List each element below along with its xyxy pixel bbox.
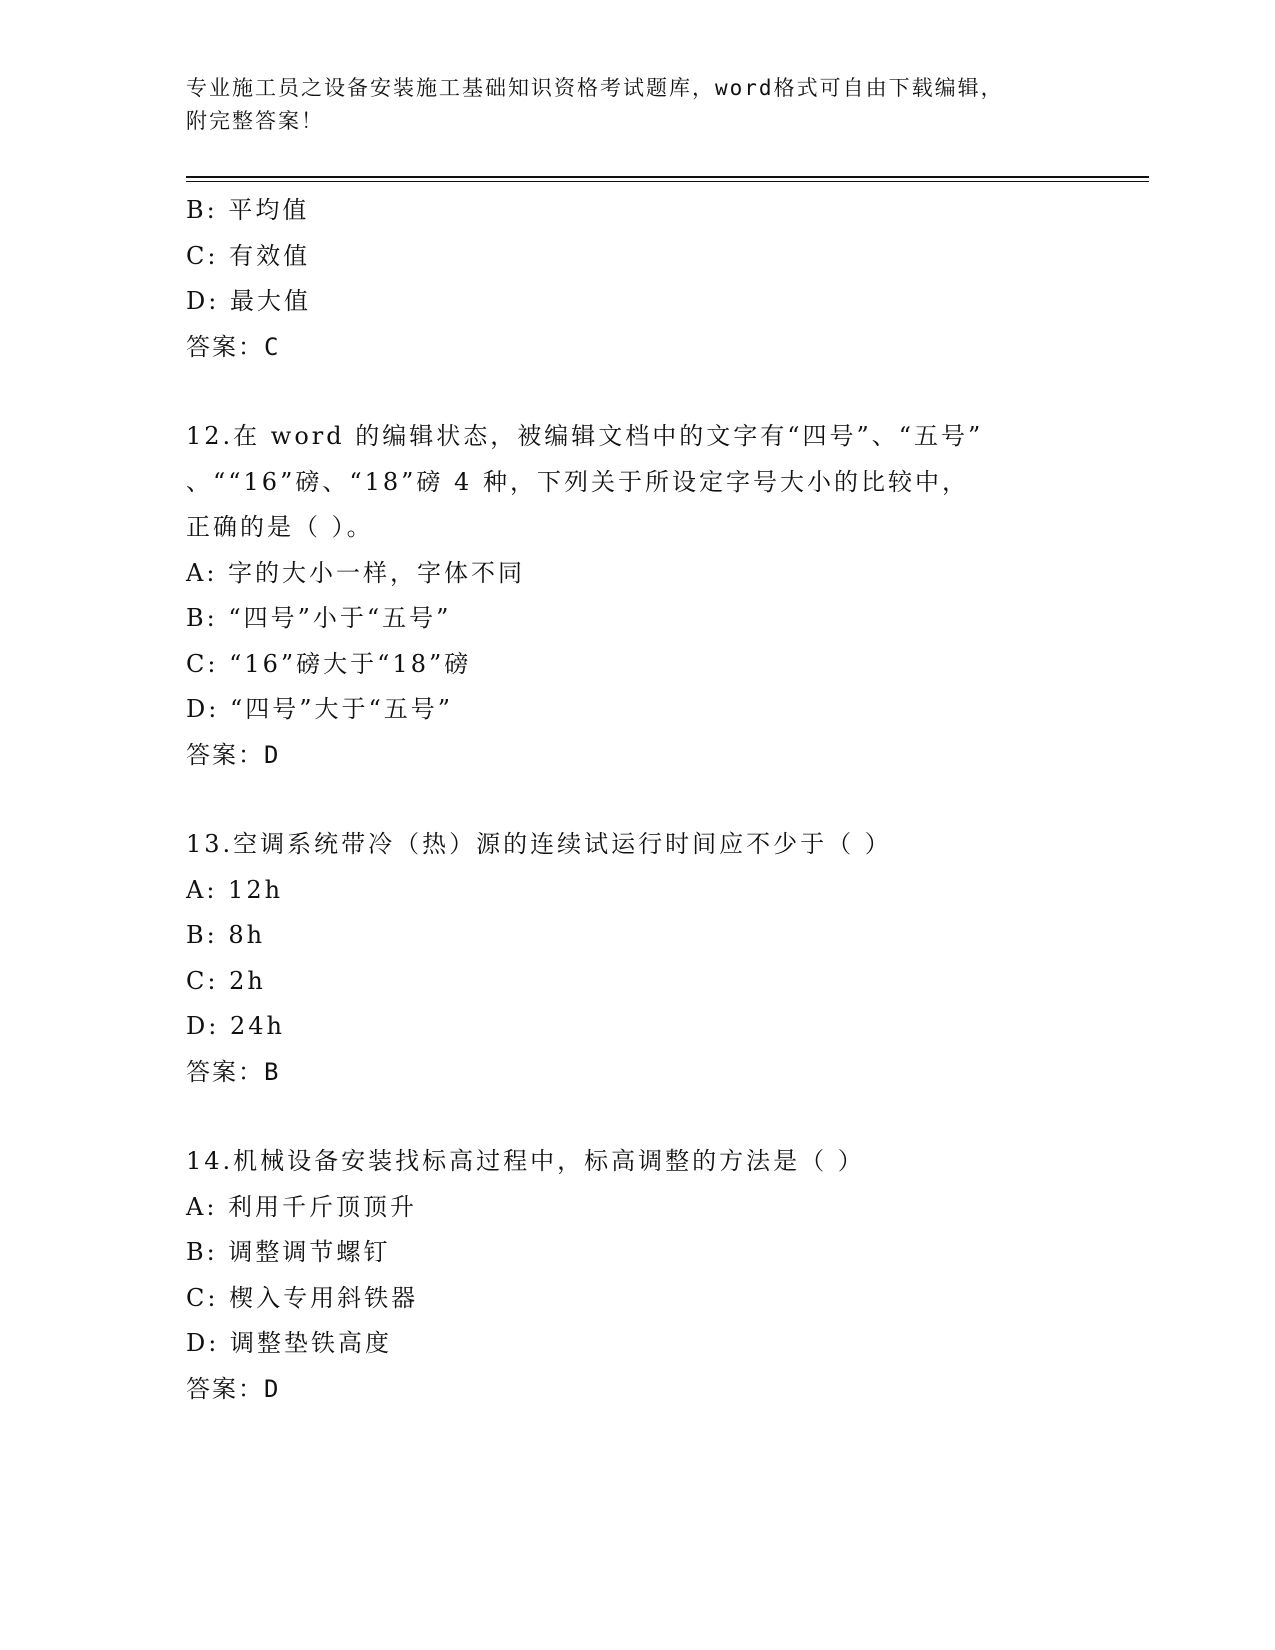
question-14	[186, 1139, 1126, 1412]
option-b: B: 调整调节螺钉	[186, 1238, 391, 1266]
answer-line: 答案：B	[186, 1057, 281, 1086]
option-c: C: 2h	[186, 966, 266, 995]
question-stem	[186, 414, 1126, 551]
option-b: B: 8h	[186, 921, 266, 949]
option-b: B: 平均值	[186, 196, 310, 224]
question-list	[186, 188, 1126, 1412]
question-gap	[186, 1095, 1126, 1139]
header-divider-thick	[186, 176, 1149, 178]
document-header	[186, 72, 1086, 138]
header-line-1: 专业施工员之设备安装施工基础知识资格考试题库，word格式可自由下载编辑，	[186, 76, 1004, 100]
option-d: D: 调整垫铁高度	[186, 1329, 392, 1357]
option-d: D: 最大值	[186, 287, 311, 315]
question-stem-line: 13.空调系统带冷（热）源的连续试运行时间应不少于（ ）	[186, 830, 892, 858]
option-b: B: “四号”小于“五号”	[186, 604, 452, 632]
option-d: D: 24h	[186, 1012, 285, 1040]
question-stem-line: 、““16”磅、“18”磅 4 种，下列关于所设定字号大小的比较中，	[186, 467, 969, 496]
answer-line: 答案：D	[186, 740, 281, 769]
answer-line: 答案：C	[186, 332, 281, 361]
option-c: C: 有效值	[186, 241, 311, 270]
question-stem	[186, 1139, 1126, 1185]
header-divider-thin	[186, 181, 1149, 182]
question-stem-line: 12.在 word 的编辑状态，被编辑文档中的文字有“四号”、“五号”	[186, 422, 984, 450]
question-13	[186, 822, 1126, 1095]
question-11	[186, 188, 1126, 370]
question-gap	[186, 778, 1126, 822]
question-12	[186, 414, 1126, 778]
option-d: D: “四号”大于“五号”	[186, 695, 454, 723]
question-gap	[186, 370, 1126, 414]
option-a: A: 12h	[186, 875, 284, 904]
option-a: A: 字的大小一样，字体不同	[186, 558, 526, 587]
option-c: C: “16”磅大于“18”磅	[186, 649, 472, 678]
question-stem-line: 正确的是（ ）。	[186, 513, 374, 541]
question-stem-line: 14.机械设备安装找标高过程中，标高调整的方法是（ ）	[186, 1147, 865, 1175]
option-a: A: 利用千斤顶顶升	[186, 1192, 418, 1221]
header-line-2: 附完整答案！	[186, 109, 324, 133]
question-stem	[186, 822, 1126, 868]
answer-line: 答案：D	[186, 1374, 281, 1403]
option-c: C: 楔入专用斜铁器	[186, 1283, 419, 1312]
